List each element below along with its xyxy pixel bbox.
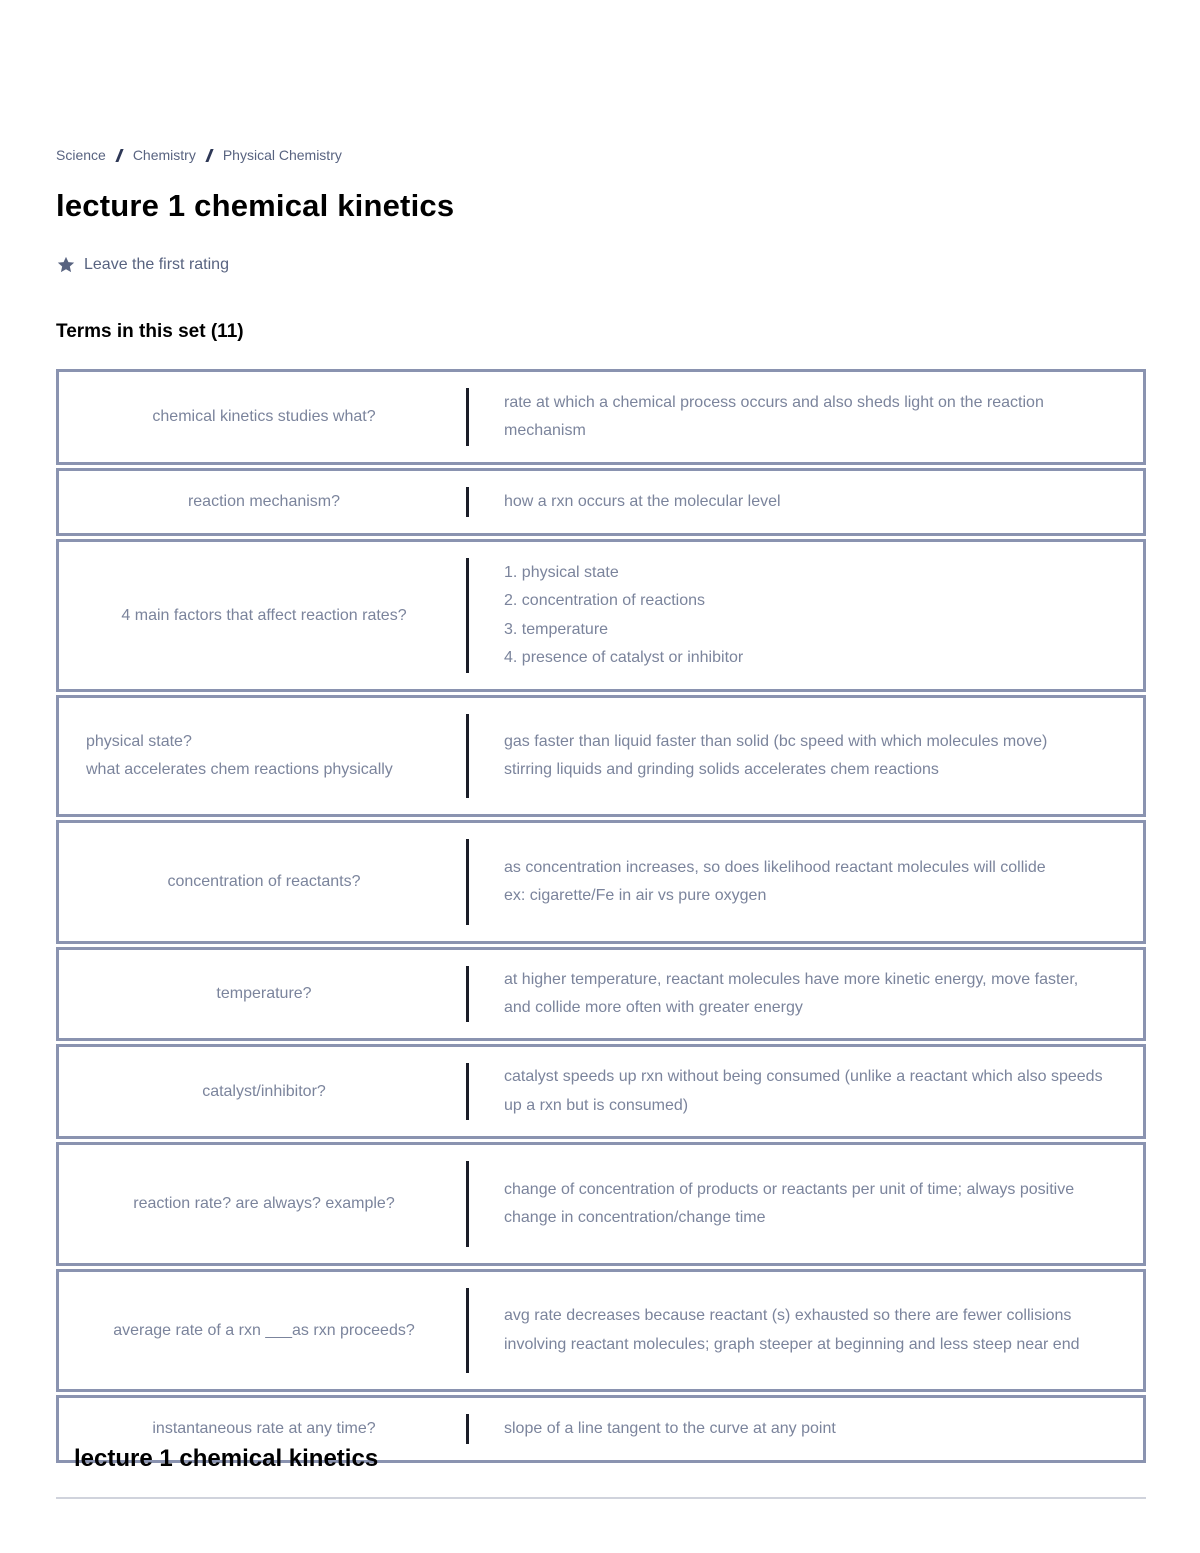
term-card — [56, 468, 1146, 536]
term-text: instantaneous rate at any time? — [152, 1420, 376, 1437]
term-card — [56, 820, 1146, 944]
definition-text: change of concentration of products or reactants per unit of time; always positive change in concentration/change time — [504, 1180, 1075, 1226]
rating-text: Leave the first rating — [84, 256, 229, 273]
term-card — [56, 539, 1146, 692]
term-text: reaction mechanism? — [187, 493, 341, 510]
term-text: reaction rate? are always? example? — [133, 1195, 395, 1212]
term-text: concentration of reactants? — [167, 873, 361, 890]
rating-link[interactable] — [56, 255, 229, 275]
term-card — [56, 1269, 1146, 1392]
definition-text: 1. physical state 2. concentration of reactions 3. temperature 4. presence of catalyst or inhibitor — [504, 563, 744, 666]
definition-text: rate at which a chemical process occurs and also sheds light on the reaction mechanism — [504, 393, 1044, 439]
term-text: average rate of a rxn ___as rxn proceeds? — [113, 1321, 415, 1339]
terms-list — [56, 369, 1146, 1437]
term-text: catalyst/inhibitor? — [202, 1082, 326, 1100]
term-card — [56, 947, 1146, 1041]
term-card — [56, 695, 1146, 817]
footer-title: lecture 1 chemical kinetics — [74, 1445, 379, 1472]
definition-text: as concentration increases, so does likelihood reactant molecules will collide ex: cigarette/Fe in air vs pure oxygen — [504, 858, 1046, 904]
term-card — [56, 369, 1146, 465]
term-text: physical state? what accelerates chem reactions physically — [86, 733, 393, 778]
breadcrumb-separator — [205, 149, 213, 162]
definition-text: catalyst speeds up rxn without being consumed (unlike a reactant which also speeds up a rxn but is consumed) — [504, 1068, 1103, 1114]
term-card — [56, 1044, 1146, 1139]
breadcrumb-physical-chemistry[interactable]: Physical Chemistry — [222, 147, 342, 163]
terms-heading: Terms in this set (11) — [56, 321, 244, 342]
page-title: lecture 1 chemical kinetics — [56, 188, 455, 223]
definition-text: at higher temperature, reactant molecules have more kinetic energy, move faster, and collide more often with greater energy — [504, 970, 1079, 1016]
definition-text: slope of a line tangent to the curve at any point — [504, 1419, 836, 1437]
breadcrumb — [56, 147, 342, 163]
term-card — [56, 1142, 1146, 1266]
footer-divider — [56, 1497, 1146, 1499]
definition-text: gas faster than liquid faster than solid (bc speed with which molecules move) stirring liquids and grinding solids accelerates chem reactions — [504, 732, 1048, 778]
breadcrumb-science[interactable]: Science — [56, 147, 106, 163]
definition-text: avg rate decreases because reactant (s) exhausted so there are fewer collisions involving reactant molecules; graph steeper at beginning and less steep near end — [504, 1307, 1080, 1353]
term-text: 4 main factors that affect reaction rates? — [121, 606, 407, 624]
term-text: chemical kinetics studies what? — [152, 408, 376, 425]
star-icon — [56, 255, 76, 275]
breadcrumb-separator — [115, 149, 123, 162]
definition-text: how a rxn occurs at the molecular level — [504, 492, 781, 510]
breadcrumb-chemistry[interactable]: Chemistry — [132, 147, 196, 163]
term-text: temperature? — [216, 985, 312, 1002]
